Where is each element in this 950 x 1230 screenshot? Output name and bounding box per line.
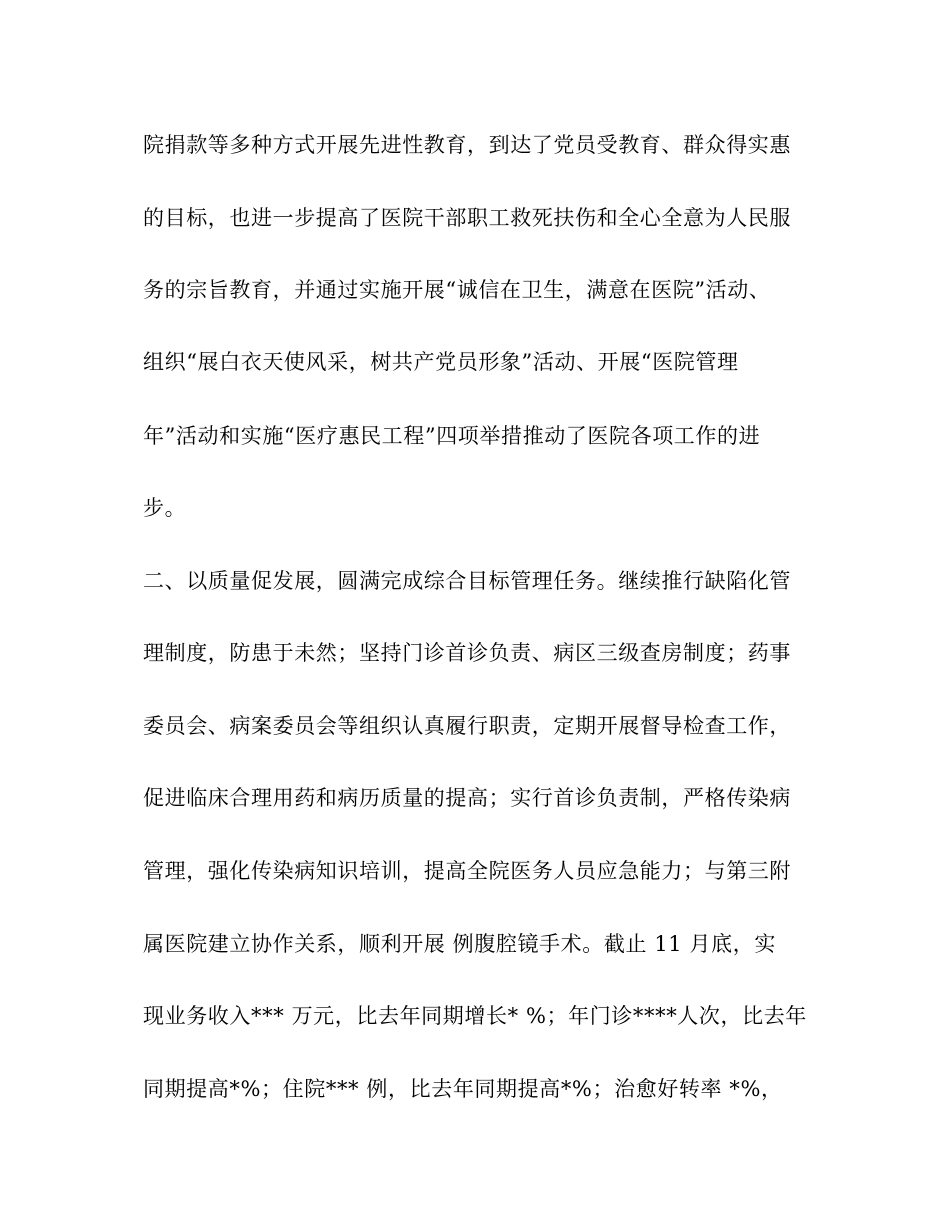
paragraph-line: 理制度，防患于未然；坚持门诊首诊负责、病区三级查房制度；药事 [143,641,791,665]
paragraph-line: 年”活动和实施“医疗惠民工程”四项举措推动了医院各项工作的进 [143,424,761,448]
paragraph-line: 属医院建立协作关系，顺利开展 例腹腔镜手术。截止 11 月底，实 [143,932,776,956]
paragraph-line: 步。 [143,496,187,520]
paragraph-line: 院捐款等多种方式开展先进性教育，到达了党员受教育、群众得实惠 [143,133,791,157]
section-heading-line: 二、以质量促发展，圆满完成综合目标管理任务。继续推行缺陷化管 [143,569,791,593]
paragraph-line: 委员会、病案委员会等组织认真履行职责，定期开展督导检查工作， [143,714,791,738]
paragraph-line: 的目标，也进一步提高了医院干部职工救死扶伤和全心全意为人民服 [143,206,791,230]
paragraph-line: 组织“展白衣天使风采，树共产党员形象”活动、开展“医院管理 [143,350,739,374]
paragraph-line: 促进临床合理用药和病历质量的提高；实行首诊负责制，严格传染病 [143,786,791,810]
paragraph-line: 管理，强化传染病知识培训，提高全院医务人员应急能力；与第三附 [143,859,791,883]
paragraph-line: 现业务收入*** 万元，比去年同期增长* %；年门诊****人次，比去年 [143,1004,807,1028]
paragraph-line: 同期提高*%；住院*** 例，比去年同期提高*%；治愈好转率 *%， [143,1077,783,1101]
paragraph-line: 务的宗旨教育，并通过实施开展“诚信在卫生，满意在医院”活动、 [143,278,771,302]
